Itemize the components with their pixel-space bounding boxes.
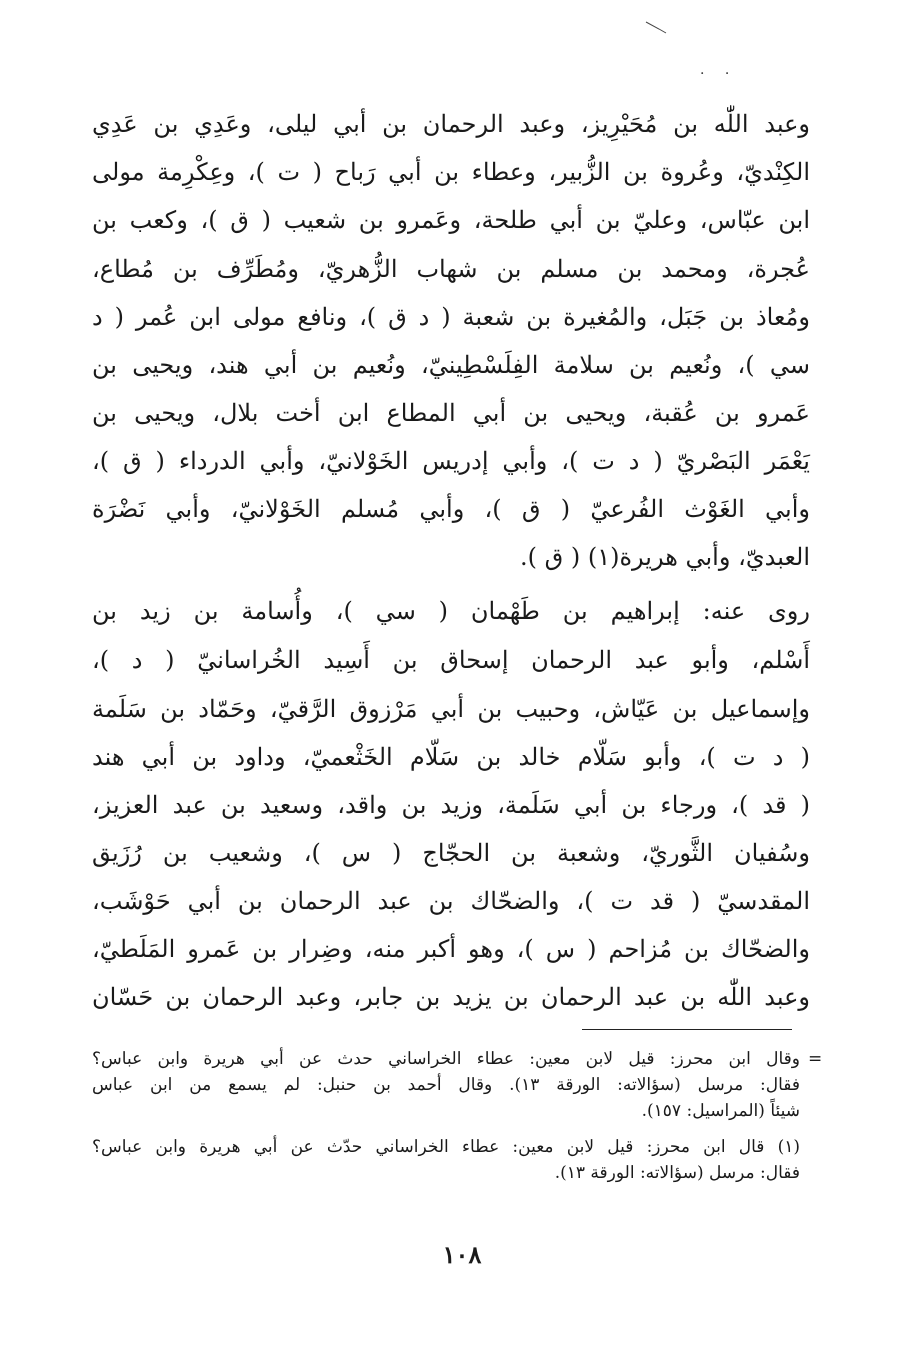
text-line: عَمرو بن عُقبة، ويحيى بن أبي المطاع ابن أخت بلال، ويحيى بن <box>92 399 810 427</box>
footnote-line: وقال ابن محرز: قيل لابن معين: عطاء الخراساني حدث عن أبي هريرة وابن عباس؟ <box>92 1049 800 1069</box>
scan-mark-icon <box>645 20 667 34</box>
text-line: أَسْلم، وأبو عبد الرحمان إسحاق بن أَسِيد الخُراسانيّ ( د )، <box>92 646 810 674</box>
text-line: عُجرة، ومحمد بن مسلم بن شهاب الزُّهريّ، ومُطَرِّف بن مُطاع، <box>92 255 810 283</box>
top-marks: · · <box>700 66 738 82</box>
text-line: سي )، ونُعيم بن سلامة الفِلَسْطِينيّ، ونُعيم بن أبي هند، ويحيى بن <box>92 351 810 379</box>
text-line: المقدسيّ ( قد ت )، والضحّاك بن عبد الرحمان بن أبي حَوْشَب، <box>92 887 810 915</box>
footnote-line: فقال: مرسل (سؤالاته: الورقة ١٣). <box>554 1163 800 1183</box>
footnote-line: فقال: مرسل (سؤالاته: الورقة ١٣). وقال أحمد بن حنبل: لم يسمع من ابن عباس <box>92 1075 800 1095</box>
footnote-line: شيئاً (المراسيل: ١٥٧). <box>641 1101 800 1121</box>
text-line: وعبد اللّٰه بن مُحَيْرِيز، وعبد الرحمان بن أبي ليلى، وعَدِي بن عَدِي <box>92 110 810 138</box>
text-line: روى عنه: إبراهيم بن طَهْمان ( سي )، وأُسامة بن زيد بن <box>92 597 810 625</box>
text-line: والضحّاك بن مُزاحم ( س )، وهو أكبر منه، وضِرار بن عَمرو المَلَطيّ، <box>92 935 810 963</box>
text-line: وإسماعيل بن عَيّاش، وحبيب بن أبي مَرْزوق الرَّقيّ، وحَمّاد بن سَلَمة <box>92 695 810 723</box>
page-number: ١٠٨ <box>442 1240 482 1269</box>
text-line: ( د ت )، وأبو سَلّام خالد بن سَلّام الخَثْعميّ، وداود بن أبي هند <box>92 743 810 771</box>
text-line: وسُفيان الثَّوريّ، وشعبة بن الحجّاج ( س )، وشعيب بن رُزَيق <box>92 839 810 867</box>
text-line: ( قد )، ورجاء بن أبي سَلَمة، وزيد بن واقد، وسعيد بن عبد العزيز، <box>92 791 810 819</box>
footnote-continuation-mark: = <box>808 1049 823 1069</box>
text-line: يَعْمَر البَصْريّ ( د ت )، وأبي إدريس الخَوْلانيّ، وأبي الدرداء ( ق )، <box>92 447 810 475</box>
footnote-line: (١) قال ابن محرز: قيل لابن معين: عطاء الخراساني حدّث عن أبي هريرة وابن عباس؟ <box>92 1137 800 1157</box>
text-line: ومُعاذ بن جَبَل، والمُغيرة بن شعبة ( د ق )، ونافع مولى ابن عُمر ( د <box>92 303 810 331</box>
text-line: وأبي الغَوْث الفُرعيّ ( ق )، وأبي مُسلم الخَوْلانيّ، وأبي نَضْرَة <box>92 495 810 523</box>
footnote-divider <box>582 1029 792 1030</box>
text-line: ابن عبّاس، وعليّ بن أبي طلحة، وعَمرو بن شعيب ( ق )، وكعب بن <box>92 206 810 234</box>
text-line: الكِنْديّ، وعُروة بن الزُّبير، وعطاء بن أبي رَباح ( ت )، وعِكْرِمة مولى <box>92 158 810 186</box>
text-line: العبديّ، وأبي هريرة(١) ( ق ). <box>519 543 810 571</box>
text-line: وعبد اللّٰه بن عبد الرحمان بن يزيد بن جابر، وعبد الرحمان بن حَسّان <box>92 983 810 1011</box>
